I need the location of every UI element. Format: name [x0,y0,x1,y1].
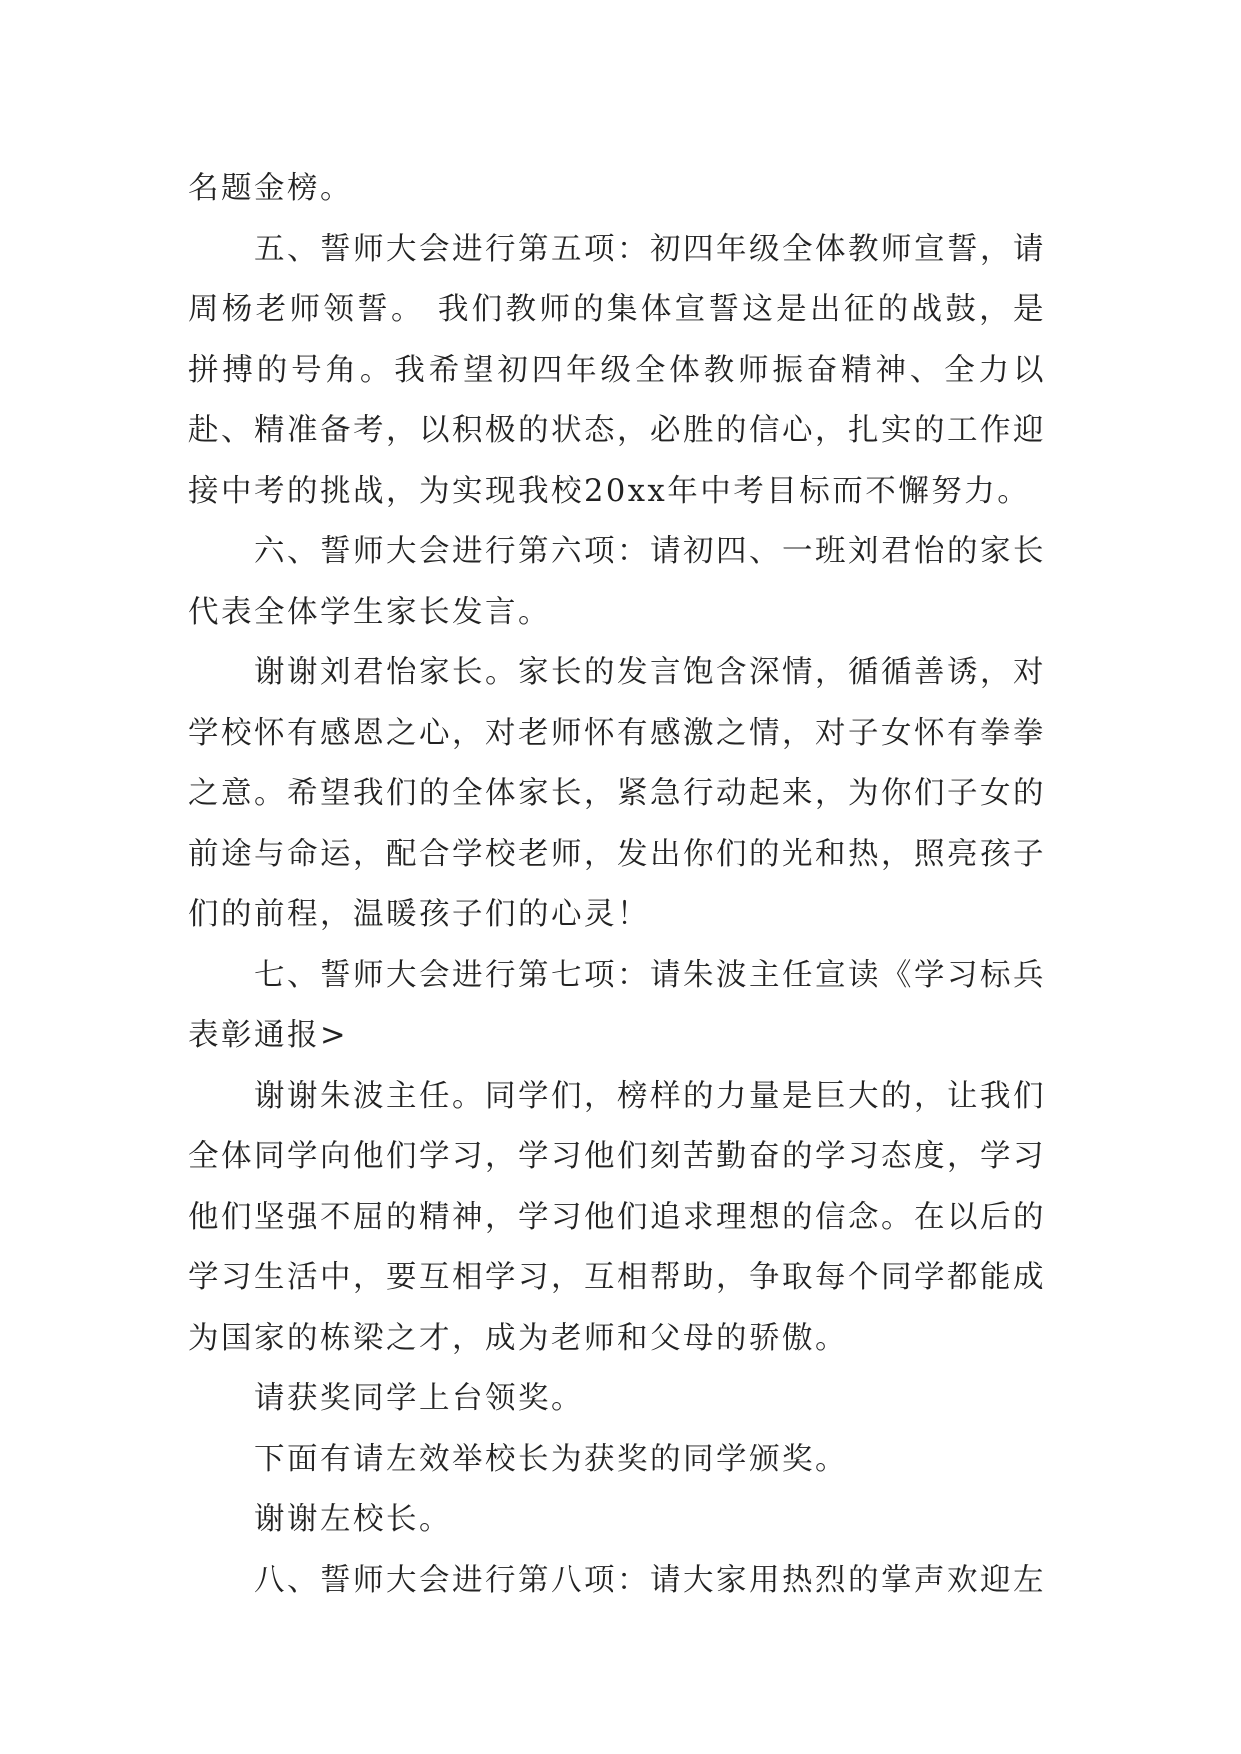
paragraph-principal-award: 下面有请左效举校长为获奖的同学颁奖。 [254,1441,848,1477]
document-body [188,159,1046,1611]
paragraph-item-five: 五、誓师大会进行第五项：初四年级全体教师宣誓，请周杨老师领誓。 我们教师的集体宣誓这是出征的战鼓，是拼搏的号角。我希望初四年级全体教师振奋精神、全力以赴、精准备考，以积极的状态，必胜的信心，扎实的工作迎接中考的挑战，为实现我校20xx年中考目标而不懈努力。 [188,231,1046,509]
paragraph-item-six: 六、誓师大会进行第六项：请初四、一班刘君怡的家长代表全体学生家长发言。 [188,534,1046,630]
paragraph-principal-thanks: 谢谢左校长。 [254,1502,452,1537]
paragraph-item-seven: 七、誓师大会进行第七项：请朱波主任宣读《学习标兵表彰通报> [188,957,1046,1053]
paragraph-item-eight: 八、誓师大会进行第八项：请大家用热烈的掌声欢迎左 [254,1562,1046,1598]
paragraph-continuation: 名题金榜。 [188,171,353,206]
paragraph-parent-thanks: 谢谢刘君怡家长。家长的发言饱含深情，循循善诱，对学校怀有感恩之心，对老师怀有感激之情，对子女怀有拳拳之意。希望我们的全体家长，紧急行动起来，为你们子女的前途与命运，配合学校老师，发出你们的光和热，照亮孩子们的前程，温暖孩子们的心灵！ [188,655,1046,932]
paragraph-director-thanks: 谢谢朱波主任。同学们，榜样的力量是巨大的，让我们全体同学向他们学习，学习他们刻苦勤奋的学习态度，学习他们坚强不屈的精神，学习他们追求理想的信念。在以后的学习生活中，要互相学习，互相帮助，争取每个同学都能成为国家的栋梁之才，成为老师和父母的骄傲。 [188,1078,1046,1356]
paragraph-award-invite: 请获奖同学上台领奖。 [254,1381,584,1416]
